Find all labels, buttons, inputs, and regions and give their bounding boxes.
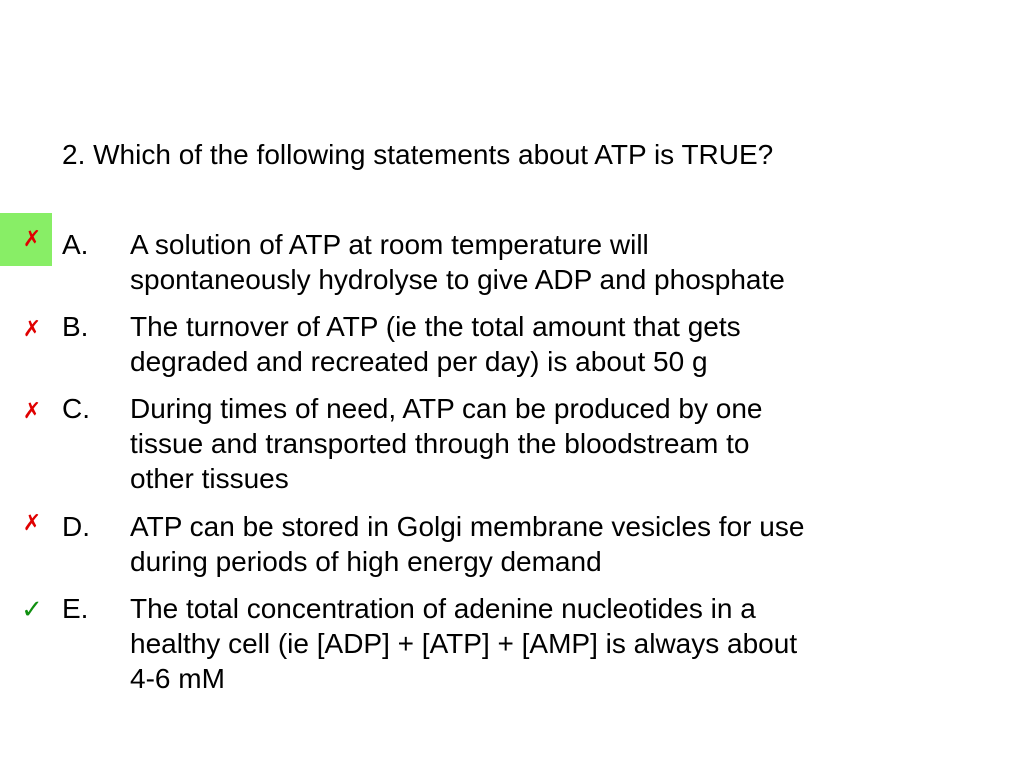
option-text-line: tissue and transported through the bloodstream to — [130, 428, 750, 459]
option-text — [130, 509, 990, 579]
option-letter: B. — [62, 311, 89, 342]
option-text-line: degraded and recreated per day) is about 50 g — [130, 346, 708, 377]
correct-check-icon: ✓ — [21, 594, 43, 624]
option-text-line: During times of need, ATP can be produced by one — [130, 393, 763, 424]
option-letter: E. — [62, 593, 89, 624]
option-letter: A. — [62, 229, 89, 260]
option-text — [130, 227, 990, 297]
option-text-line: during periods of high energy demand — [130, 546, 602, 577]
wrong-cross-icon: ✗ — [22, 316, 42, 341]
option-text-line: 4-6 mM — [130, 663, 225, 694]
question-text: 2. Which of the following statements about ATP is TRUE? — [62, 139, 774, 170]
option-text — [130, 391, 990, 496]
option-text-line: other tissues — [130, 463, 289, 494]
wrong-cross-icon: ✗ — [22, 510, 42, 535]
option-text-line: The total concentration of adenine nucleotides in a — [130, 593, 756, 624]
option-text — [130, 591, 990, 696]
option-letter: D. — [62, 511, 90, 542]
option-text-line: spontaneously hydrolyse to give ADP and phosphate — [130, 264, 785, 295]
option-letter: C. — [62, 393, 90, 424]
option-text-line: The turnover of ATP (ie the total amount that gets — [130, 311, 741, 342]
option-text-line: healthy cell (ie [ADP] + [ATP] + [AMP] is always about — [130, 628, 798, 659]
wrong-cross-icon: ✗ — [22, 398, 42, 423]
wrong-cross-icon: ✗ — [22, 226, 42, 251]
option-text-line: A solution of ATP at room temperature will — [130, 229, 649, 260]
option-text-line: ATP can be stored in Golgi membrane vesicles for use — [130, 511, 805, 542]
option-text — [130, 309, 990, 379]
